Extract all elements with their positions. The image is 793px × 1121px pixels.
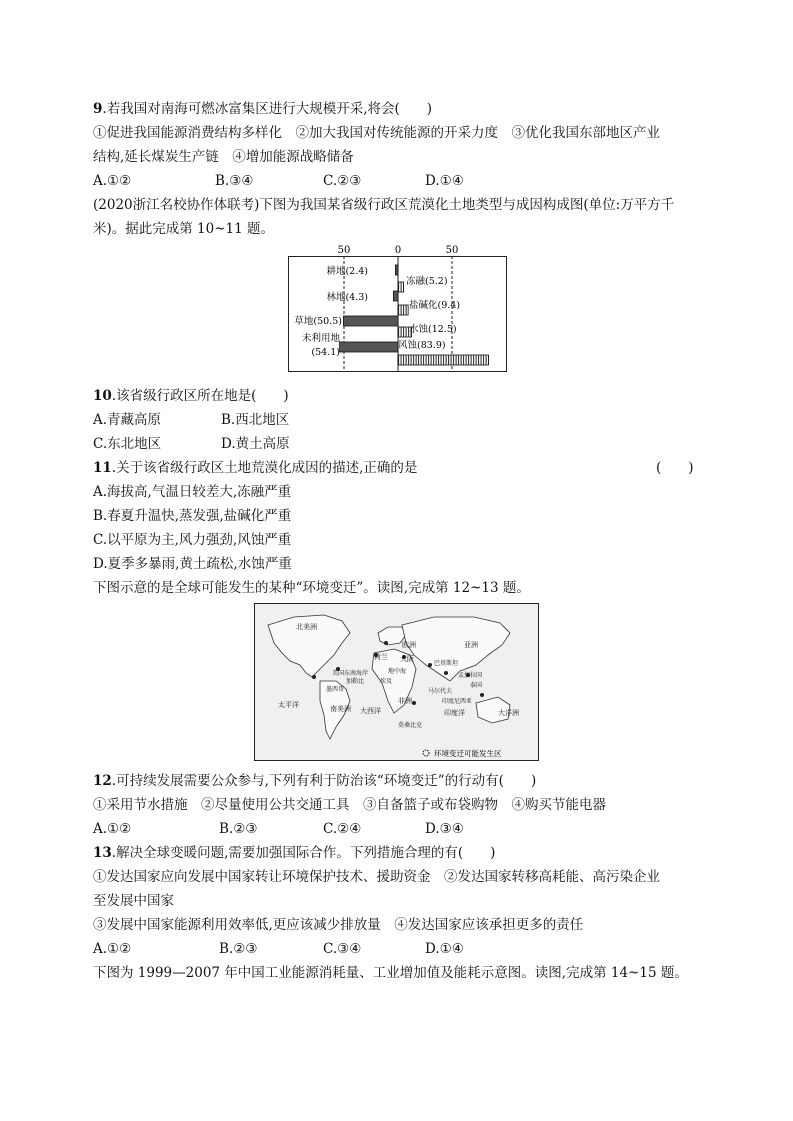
bar-right-1 <box>398 305 408 315</box>
map-label-caribbean: 加勒比 <box>346 678 365 685</box>
bar-left-3 <box>340 342 398 352</box>
q9-statements-line2: 结构,延长煤炭生产链 ④增加能源战略储备 <box>93 149 354 165</box>
q12-option-b[interactable]: B.②③ <box>219 821 258 837</box>
q11-option-a[interactable]: A.海拔高,气温日较差大,冻融严重 <box>93 484 292 500</box>
bar-right-3 <box>398 355 489 365</box>
q9-option-c[interactable]: C.②③ <box>323 173 362 189</box>
q13-stem <box>93 844 495 862</box>
map-label-europe: 欧洲 <box>402 641 416 649</box>
q13-option-b[interactable]: B.②③ <box>219 941 258 957</box>
q10-option-b[interactable]: B.西北地区 <box>221 412 290 428</box>
hazard-marker <box>428 663 432 667</box>
q11-stem <box>93 459 417 477</box>
world-map-figure <box>254 603 539 761</box>
q12-stem-text: .可持续发展需要公众参与,下列有利于防治该“环境变迁”的行动有( ) <box>111 773 537 789</box>
bar-left-0 <box>395 265 398 275</box>
chart-svg <box>288 244 507 372</box>
bar-left-1 <box>393 291 398 301</box>
q12-statements: ①采用节水措施 ②尽量使用公共交通工具 ③自备篮子或布袋购物 ④购买节能电器 <box>93 797 606 813</box>
q10-number: 10 <box>93 388 112 404</box>
tick-label-right-50: 50 <box>445 245 459 256</box>
q9-option-d[interactable]: D.①④ <box>425 173 464 189</box>
map-label-osaka: 大阪 <box>400 655 414 663</box>
q9-stem <box>93 100 432 118</box>
bar-label-left-2: 草地(50.5) <box>294 316 342 327</box>
q11-option-c[interactable]: C.以平原为主,风力强劲,风蚀严重 <box>93 532 292 548</box>
map-label-egypt: 埃及 <box>380 678 393 685</box>
map-label-asia: 亚洲 <box>464 641 478 649</box>
q12-option-c[interactable]: C.②④ <box>323 821 362 837</box>
map-label-mediterranean: 地中海 <box>388 668 407 675</box>
q11-option-b[interactable]: B.春夏升温快,蒸发强,盐碱化严重 <box>93 508 292 524</box>
q9-number: 9 <box>93 101 103 117</box>
map-label-mexico: 墨西哥 <box>326 686 345 693</box>
bar-label-left-1: 林地(4.3) <box>326 292 368 303</box>
intro-10-line1: (2020浙江名校协作体联考)下图为我国某省级行政区荒漠化土地类型与成因构成图(单位:万平方千 <box>93 197 675 213</box>
desertification-chart <box>288 244 507 372</box>
bar-label-right-0: 冻融(5.2) <box>406 276 448 287</box>
map-label-bangladesh: 孟加拉国 <box>458 672 483 679</box>
q11-option-d[interactable]: D.夏季多暴雨,黄土疏松,水蚀严重 <box>93 556 292 572</box>
q13-option-d[interactable]: D.①④ <box>425 941 464 957</box>
map-label-pakistan: 巴基斯坦 <box>434 660 459 667</box>
bar-label-right-3: 风蚀(83.9) <box>398 340 446 351</box>
bar-label-left-4: (54.1) <box>311 347 340 358</box>
map-label-africa: 非洲 <box>398 697 412 705</box>
tick-label-zero: 0 <box>394 245 402 256</box>
bar-right-0 <box>398 282 404 292</box>
map-label-maldives: 马尔代夫 <box>428 688 453 695</box>
q10-option-d[interactable]: D.黄土高原 <box>221 436 290 452</box>
map-label-us-southeast-coast: 美国东南海岸 <box>332 670 369 677</box>
q12-stem <box>93 772 536 790</box>
q9-option-a[interactable]: A.①② <box>93 173 132 189</box>
hazard-marker <box>384 641 388 645</box>
hazard-marker <box>480 693 484 697</box>
q13-option-c[interactable]: C.③④ <box>323 941 362 957</box>
map-label-south-america: 南美洲 <box>330 705 351 713</box>
bar-label-left-3: 未利用地 <box>301 333 340 344</box>
bar-label-right-2: 水蚀(12.5) <box>409 324 457 335</box>
q13-statements-line1: ①发达国家应向发展中国家转让环境保护技术、援助资金 ②发达国家转移高耗能、高污染企业 <box>93 869 660 885</box>
map-label-thailand: 泰国 <box>470 682 483 689</box>
map-label-indian-ocean: 印度洋 <box>444 709 465 717</box>
q11-number: 11 <box>93 460 112 476</box>
q10-option-a[interactable]: A.青藏高原 <box>93 412 162 428</box>
world-map-svg <box>254 603 539 761</box>
q13-statements-line2: 至发展中国家 <box>93 893 174 909</box>
map-label-oceania: 大洋洲 <box>498 709 519 717</box>
map-legend-text: 环境变迁可能发生区 <box>434 749 502 758</box>
q11-answer-paren: ( ) <box>656 460 694 476</box>
q12-number: 12 <box>93 773 112 789</box>
q12-option-d[interactable]: D.③④ <box>425 821 464 837</box>
q12-option-a[interactable]: A.①② <box>93 821 132 837</box>
q9-stem-text: .若我国对南海可燃冰富集区进行大规模开采,将会( ) <box>102 101 433 117</box>
q9-option-b[interactable]: B.③④ <box>215 173 254 189</box>
q10-option-c[interactable]: C.东北地区 <box>93 436 162 452</box>
bar-label-left-0: 耕地(2.4) <box>326 266 368 277</box>
q9-statements-line1: ①促进我国能源消费结构多样化 ②加大我国对传统能源的开采力度 ③优化我国东部地区产业 <box>93 125 660 141</box>
tick-label-left-50: 50 <box>337 245 351 256</box>
q10-stem <box>93 387 289 405</box>
hazard-marker <box>444 671 448 675</box>
hazard-marker <box>412 701 416 705</box>
intro-14: 下图为 1999—2007 年中国工业能源消耗量、工业增加值及能耗示意图。读图,完成第 14~15 题。 <box>93 965 688 981</box>
map-label-mozambique: 莫桑比克 <box>398 722 423 729</box>
map-label-pacific: 太平洋 <box>278 701 299 709</box>
q13-number: 13 <box>93 845 112 861</box>
bar-label-right-1: 盐碱化(9.4) <box>409 300 461 311</box>
q11-stem-text: .关于该省级行政区土地荒漠化成因的描述,正确的是 <box>111 460 418 476</box>
intro-10-line2: 米)。据此完成第 10~11 题。 <box>93 221 275 237</box>
map-label-atlantic: 大西洋 <box>360 707 381 715</box>
map-label-netherlands: 荷兰 <box>374 653 388 661</box>
q13-statements-line3: ③发展中国家能源利用效率低,更应该减少排放量 ④发达国家应该承担更多的责任 <box>93 917 584 933</box>
q10-stem-text: .该省级行政区所在地是( ) <box>111 388 289 404</box>
q13-option-a[interactable]: A.①② <box>93 941 132 957</box>
intro-12: 下图示意的是全球可能发生的某种“环境变迁”。读图,完成第 12~13 题。 <box>93 580 530 596</box>
bar-left-2 <box>343 316 398 326</box>
map-label-north-america: 北美洲 <box>296 623 317 631</box>
hazard-marker <box>312 675 316 679</box>
q13-stem-text: .解决全球变暖问题,需要加强国际合作。下列措施合理的有( ) <box>111 845 496 861</box>
map-label-indonesia: 印度尼西亚 <box>442 698 473 705</box>
